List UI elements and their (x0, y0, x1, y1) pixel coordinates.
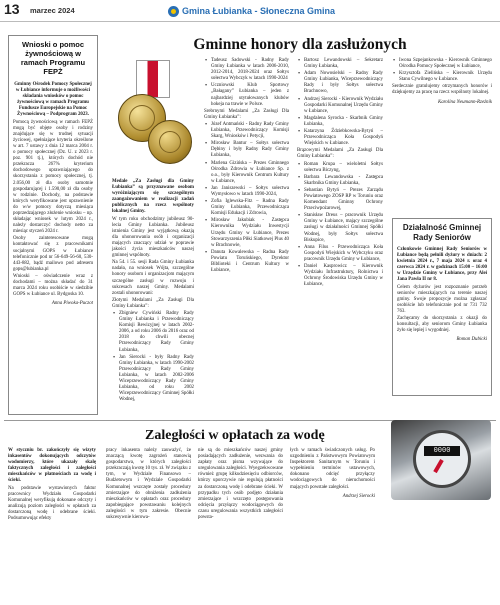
honors-paragraph: Na 54. i 55. sesji Rada Gminy Łubianka nadała, na wniosek Wójta, szczególne honory osobom i organizacjom mającym szczególne zasługi w rozwoju i sukcesach naszej Gminy. Medalami zostali uhonorowani: (112, 260, 194, 296)
honors-lead: Medale „Za Zasługi dla Gminy Łubianka” są przyznawane osobom wyróżniającym się szczególnym zaangażowaniem w realizacji zadań publicznych na rzecz wspólnoty lokalnej Gminy. (112, 179, 194, 215)
council-signature: Roman Dubicki (456, 337, 487, 343)
list-item: • Roman Krupa – wieloletni Sołtys sołectwa Biczyng, (297, 162, 383, 174)
list-item: • Danuta Kowalewska – Radna Rady Powiatu Toruńskiego, Dyrektor Biblioteki i Centrum Kultury w Łubiance, (204, 250, 289, 274)
council-lead: Członkowie Gminnej Rady Seniorów w Łubiance będą pełnili dyżury w dniach: 2 kwietnia 2024 r., 7 maja 2024 r. oraz 4 czerwca 2024 r. w godzinach 15:00 – 16:00 w Urzędzie Gminy w Łubiance, przy Alei Jana Pawła II nr 8. (397, 247, 487, 283)
water-column-3 (198, 448, 283, 522)
silver-medal-list-cont (297, 58, 383, 147)
honors-column-4 (392, 58, 492, 106)
honors-paragraph: W tym roku obchodzimy jubileusz 90-lecia Gminy Łubianka. Jubileusz istnienia Gminy jest wyjątkową okazją dla uhonorowania osób i organizacji mających znaczący udział w poprawie jakości życia mieszkańców naszej gminnej wspólnoty. (112, 216, 194, 259)
council-article (392, 218, 492, 396)
sun-logo-icon (168, 6, 179, 17)
silver-medal-list (204, 122, 289, 274)
list-item: • Iwona Szpejankowska - Kierownik Gminnego Ośrodka Pomocy Społecznej w Łubiance, (392, 58, 492, 70)
water-column-4 (290, 448, 375, 500)
list-item: • Andrzej Sierocki - Kierownik Wydziału Gospodarki Komunalnej Urzędu Gminy w Łubiance, (297, 97, 383, 115)
list-item: • Daniel Kasprowicz – Kierownik Wydziału Infrastruktury, Rolnictwa i Ochrony Środowiska Urzędu Gminy w Łubiance, (297, 264, 383, 288)
list-item: • Barbara Lewandowska - Zastępca Skarbnika Gminy Łubianka, (297, 175, 383, 187)
fepz-body (13, 82, 93, 307)
honors-title: Gminne honory dla zasłużonych (193, 36, 407, 53)
page-header (0, 0, 500, 22)
fepz-box (8, 35, 98, 415)
bronze-medal-list (297, 162, 383, 289)
water-paragraph: nie są do mieszkańców naszej gminy posiadających zadłużenie, wezwania do zapłaty oraz pisma wzywające do uregulowania zaległości. Wyegzekwowane również grupę kilkudziesięciu odbiorców, którzy uporczywie nie regulują płatności za dostarczoną wodę i odebrane ścieki. W przypadku tych osób podjęto działania zmierzające i wszczęto postępowania odcięcia przyłączy wodociągowych do czasu uregulowania wszystkich zaległości powsta- (198, 448, 283, 521)
fepz-title: Wnioski o pomoc żywnościową w ramach Programu FEPŻ (20, 40, 86, 76)
list-item: • Bartosz Lewandowski – Sekretarz Gminy Łubianka, (297, 58, 383, 70)
list-item: • Krzysztofa Zielińska – Kierownik Urzędu Stanu Cywilnego w Łubiance. (392, 71, 492, 83)
issue-date: marzec 2024 (30, 6, 75, 15)
water-paragraph: łych w ramach świadczonych usług. Po uzgodnieniu z Państwowym Powiatowym Inspektorem Sanitarnym w Toruniu i wypełnieniu terminów ustawowych, dokonano odcięć przyłączy wodociągowych do nieruchomości mających powstałe zaległości. (290, 448, 375, 490)
fepz-article (8, 35, 98, 415)
honors-paragraph: Srebrnymi Medalami „Za Zasługi Dla Gminy Łubianka”: (204, 108, 289, 120)
fepz-lead: Gminny Ośrodek Pomocy Społecznej w Łubiance informuje o możliwości składania wniosków o pomoc żywnościową w ramach Programu Fundusze Europejskie na Pomoc Żywnościową – Podprogram 2023. (14, 82, 92, 118)
list-item: • Jan Sierocki - były Radny Rady Gminy Łubianka, w latach 1990-2002 Przewodniczący Rady Gminy Łubianka, w latach 2002-2006 Wiceprzewodniczący Rady Gminy Łubianka, od roku 2002 Wiceprzewodniczący Gminnej Spółki Wodnej, (112, 355, 194, 404)
medal-ribbon (136, 60, 170, 98)
list-item: • Anna Filus - Przewodnicząca Koła Gospodyń Wiejskich w Wybczyku oraz pracownik Urzędu Gminy w Łubiance, (297, 245, 383, 263)
water-lead: W styczniu br. zakończyły się wizyty inkasentów dokonujących odczytów wodomierzy, które ukazały skalę faktycznych zaległości i zaległości mieszkańców w płatnościach za wodę i ścieki. (8, 448, 96, 484)
council-paragraph: Celem dyżurów jest rozpoznanie potrzeb seniorów mieszkających na terenie naszej gminy. Swoje propozycje można zgłaszać osobiście lub telefonicznie pod nr 731 732 763. (397, 284, 487, 314)
medal-photo (112, 58, 194, 173)
list-item: • Mirosław Bantur – Sołtys sołectwa Dębiny i były Radny Rady Gminy Łubianka, (204, 141, 289, 159)
fepz-signature: Anna Piwoka-Puczot (51, 301, 93, 307)
fepz-paragraph: Wnioski – oświadczenie wraz z dochodami – można składać do 31 marca 2024 roku osobiście w siedzibie GOPS w Łubiance ul. Bydgoska 10. (13, 273, 93, 298)
list-item: • Stanisław Dreus – pracownik Urzędu Gminy w Łubiance, mający szczególne zasługi w działalności Gminnej Spółki Wodnej, były Sołtys sołectwa Biskupice, (297, 213, 383, 243)
gold-medal-list (112, 311, 194, 403)
council-body (397, 247, 487, 343)
masthead-title: Gmina Łubianka - Słoneczna Gmina (182, 6, 336, 16)
council-title: Działalność Gminnej Rady Seniorów (402, 223, 482, 242)
meter-dial-icon (413, 430, 471, 488)
medal-coin-icon (148, 120, 192, 164)
water-signature: Andrzej Sierocki (342, 493, 375, 499)
masthead (168, 4, 335, 18)
meter-reading: 0000 (424, 446, 460, 456)
gold-medal-list-cont (204, 58, 289, 108)
list-item: • Mirosław Jakubiak - Zastępca Kierownika Wydziału Inwestycji Urzędu Gminy w Łubiance, Prezes Stowarzyszenia Piłki Siatkowej Plus 40 w Brachnowie, (204, 218, 289, 248)
honors-paragraph: Złotymi Medalami „Za Zasługi Dla Gminy Łubianka”: (112, 297, 194, 309)
honors-paragraph: Serdecznie gratulujemy otrzymanych honorów i dziękujemy za pracę na rzecz wspólnoty lokalnej. (392, 84, 492, 96)
list-item: • Zbigniew Cywiński Radny Rady Gminy Łubianka i Przewodniczący Komisji Rewizyjnej w latach 2002-2006, a od roku 2006 do 2016 oraz od 2018 do chwili obecnej Przewodniczący Rady Gminy Łubianka, (112, 311, 194, 354)
water-title: Zaległości w opłatach za wodę (145, 428, 325, 443)
list-item: • Magdalena Syrocka - Skarbnik Gminy Łubianka, (297, 116, 383, 128)
water-paragraph: pracy inkasenta należy zauważyć, że znaczącą kwotę zagrożeń stanowią gospodarstwa, w których zaległości przekraczają kwotę 10 tys. zł. W związku z tym, w Wydziale Finansowo – Budżetowym i Wydziale Gospodarki Komunalnej wszczęte zostały procedury zmierzające do obniżenia zadłużenia mieszkańców w opłatach oraz procedury zapobiegające powstawaniu kolejnych zaległości w tym zakresie. Obecnie sukcesywnie kierowa- (106, 448, 191, 521)
honors-paragraph: Brązowymi Medalami „Za Zasługi Dla Gminy Łubianka”: (297, 148, 383, 160)
fepz-paragraph: Pomocą żywnościową w ramach FEPŻ mogą być objęte osoby i rodziny znajdujące się w trudnej sytuacji życiowej, spełniające kryteria określone w art. 7 ustawy z dnia 12 marca 2004 r. o pomocy społecznej (Dz. U. z 2023 r. poz. 901 tj.), których dochód nie przekracza 267% kryterium dochodowego uprawniającego do skorzystania z pomocy społecznej, tj. 2.056,00 zł dla osoby samotnie gospodarującej i 1.590,00 zł dla osoby w rodzinie. Dochody, na podstawie których weryfikowane jest uprawnienie do w/w pomocy dotyczą miesiąca poprzedzającego złożenie wniosku – np. składając wniosek w lutym 2024 r., należy dostarczyć dochody netto za miesiąc styczeń 2024 r. (13, 119, 93, 235)
bronze-medal-list-cont (392, 58, 492, 83)
water-column-2 (106, 448, 191, 522)
honors-column-2 (204, 58, 289, 275)
council-paragraph: Zachęcamy do skorzystania z okazji do konsultacji, aby seniorom Gminy Łubianka żyło się lepiej i wygodniej. (397, 316, 487, 334)
list-item: • Marlena Gizińska – Prezes Gminnego Ośrodka Zdrowia w Łubiance Sp. z o.o., były Kierownik Centrum Kultury w Łubiance, (204, 161, 289, 185)
honors-column-1 (112, 58, 194, 404)
page-number: 13 (4, 1, 20, 17)
list-item: • Katarzyna Ździebkowska-Bytyń – Przewodnicząca Koła Gospodyń Wiejskich w Łubiance. (297, 129, 383, 147)
list-item: • Zofia Iglewska-Fitz – Radna Rady Gminy Łubianka, Przewodnicząca Komisji Edukacji i Zdrowia, (204, 199, 289, 217)
list-item: • Uczniowski Klub Sportowy „Bałagany” Łubianka – jeden z najbardziej utytułowanych klubów hokeja na trawie w Polsce. (204, 83, 289, 107)
list-item: • Sebastian Bytyń – Prezes Zarządu Powiatowego ZOSP RP w Toruniu oraz Komendant Gminny Ochrony Przeciwpożarowej, (297, 188, 383, 212)
list-item: • Jan Janiszewski – Sołtys sołectwa Wymysłowo w latach 1990-2024, (204, 186, 289, 198)
honors-column-3 (297, 58, 383, 289)
honors-col1-text (112, 179, 194, 403)
water-paragraph: Na podstawie wystawionych faktur pracownicy Wydziału Gospodarki Komunalnej weryfikują dokonane odczyty i analizują poziom zaległości w opłatach za dostarczoną wodę i odebrane ścieki. Podsumowując efekty (8, 485, 96, 522)
list-item: • Józef Antmański - Radny Rady Gminy Łubianka, Przewodniczący Komisji Skarg, Wniosków i Petycji, (204, 122, 289, 140)
water-meter-photo (391, 420, 491, 500)
water-column-1 (8, 448, 96, 523)
list-item: • Adam Nowosielski – Radny Rady Gminy Łubianka, Wiceprzewodniczący Rady i były Sołtys sołectwa Brachnowo, (297, 71, 383, 95)
list-item: • Tadeusz Sadowski - Radny Rady Gminy Łubianka w latach 2006-2010, 2012-2014, 2018-2024 oraz Sołtys sołectwa Wybczyk w latach 1990-2024 (204, 58, 289, 82)
fepz-paragraph: Osoby zainteresowane mogą kontaktować się z pracownikami socjalnymi GOPS w Łubiance telefonicznie pod nr 56-649-56-60, 530-443-882, bądź mailowo pod adresem gops@lubianka.pl (13, 236, 93, 272)
honors-signature: Karolina Neumann-Rzeźnik (437, 99, 492, 105)
